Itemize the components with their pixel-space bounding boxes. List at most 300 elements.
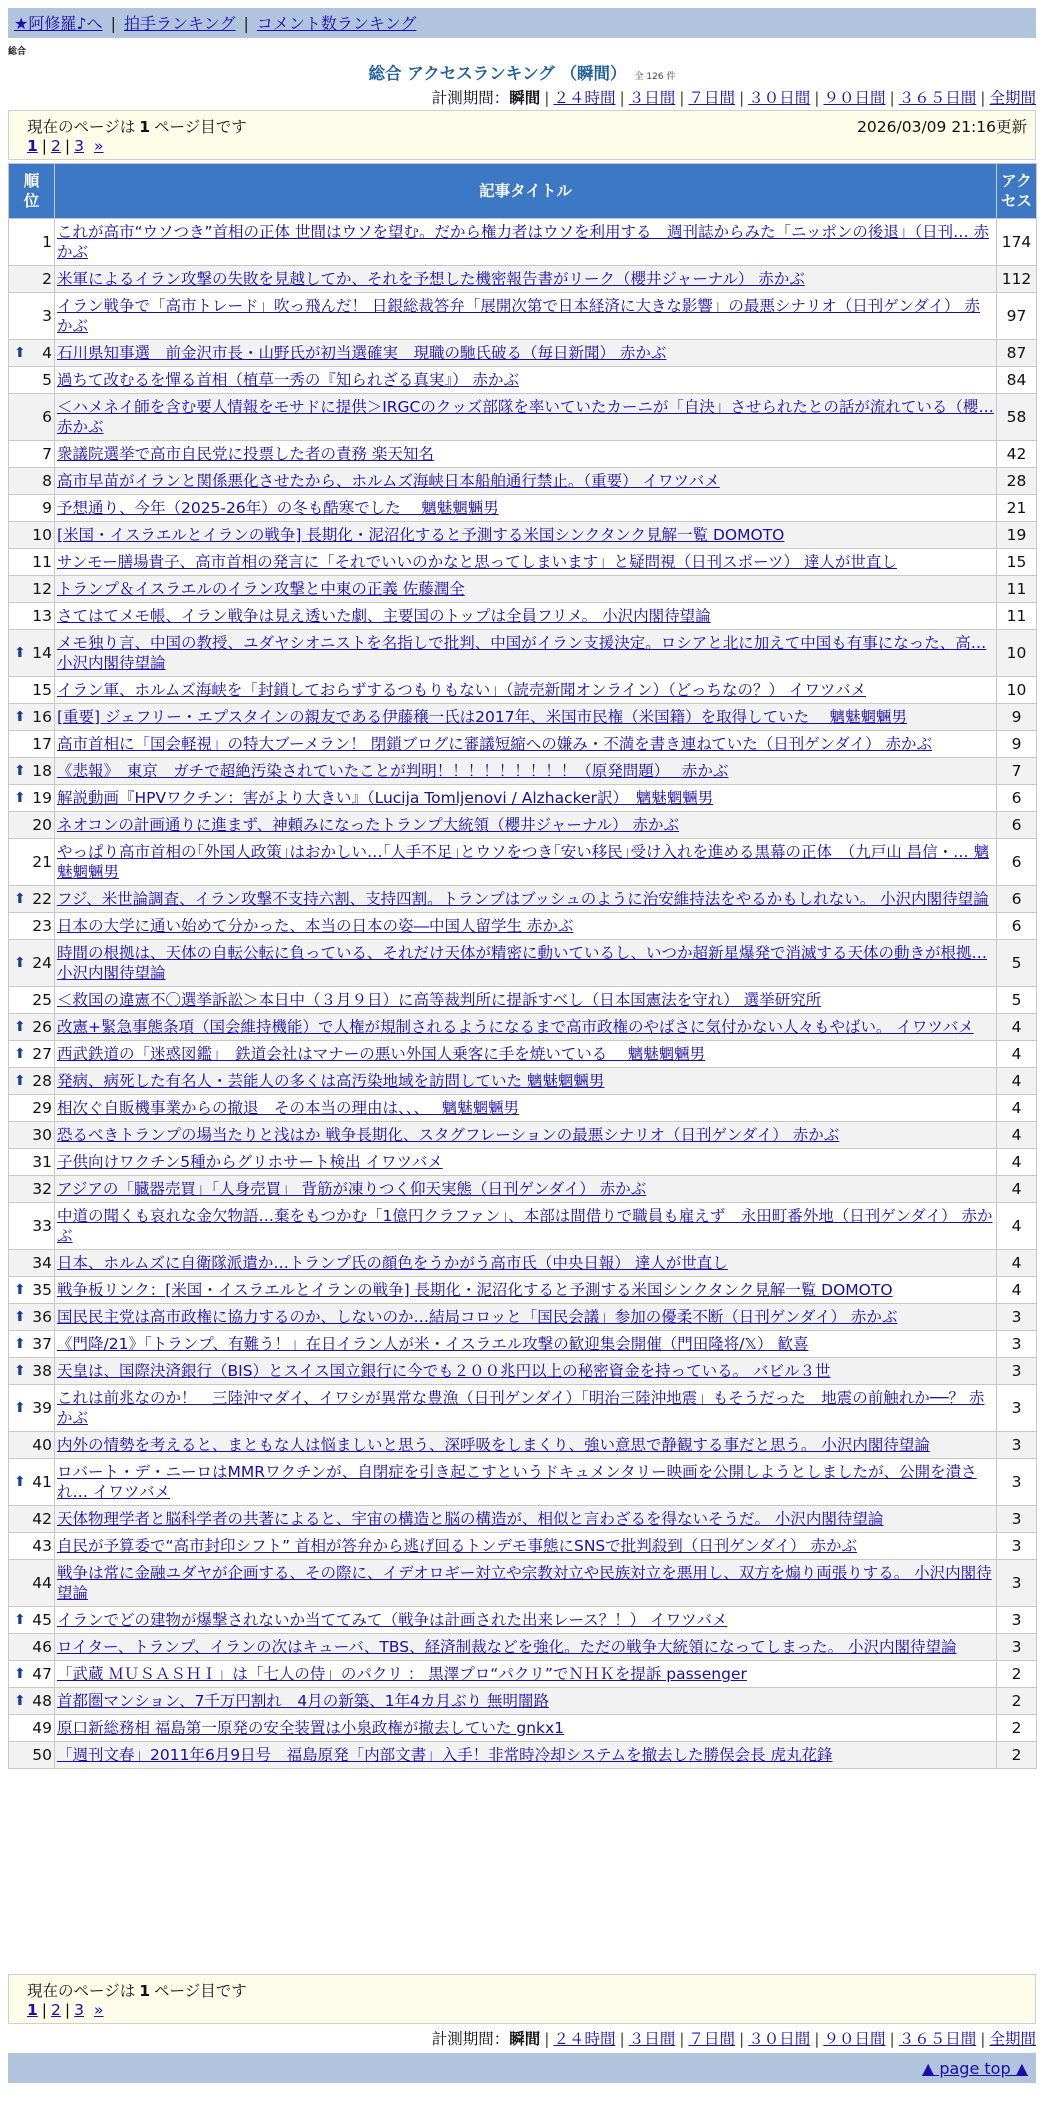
table-row xyxy=(9,340,1037,367)
page-links xyxy=(27,137,104,155)
period-link[interactable]: ７日間 xyxy=(688,89,735,107)
article-title-link[interactable]: メモ独り言、中国の教授、ユダヤシオニストを名指しで批判、中国がイラン支援決定。ロシアと北に加えて中国も有事になった、高… 小沢内閣待望論 xyxy=(57,634,987,672)
article-title-link[interactable]: [米国・イスラエルとイランの戦争] 長期化・泥沼化すると予測する米国シンクタンク見解一覧 DOMOTO xyxy=(57,526,785,544)
title-cell xyxy=(55,1176,997,1203)
title-cell xyxy=(55,1122,997,1149)
table-row xyxy=(9,1358,1037,1385)
page-top-link[interactable]: ▲ page top ▲ xyxy=(921,2059,1028,2078)
period-separator: | xyxy=(619,2030,625,2048)
rank-number: 21 xyxy=(32,853,52,871)
access-count: 6 xyxy=(997,886,1037,913)
article-title-link[interactable]: 時間の根拠は、天体の自転公転に負っている、それだけ天体が精密に動いているし、いつか超新星爆発で消滅する天体の動きが根拠… 小沢内閣待望論 xyxy=(57,944,988,982)
page-link-1[interactable]: 1 xyxy=(27,137,38,155)
article-title-link[interactable]: 発病、病死した有名人・芸能人の多くは高汚染地域を訪問していた 魑魅魍魎男 xyxy=(57,1072,605,1090)
article-title-link[interactable]: 首都圏マンション、7千万円割れ 4月の新築、1年4カ月ぶり 無明闇路 xyxy=(57,1692,549,1710)
table-row xyxy=(9,367,1037,394)
access-count: 5 xyxy=(997,987,1037,1014)
arrow-up-icon: ⬆ xyxy=(14,891,26,907)
title-cell xyxy=(55,758,997,785)
comment-ranking-link[interactable]: コメント数ランキング xyxy=(256,14,417,33)
period-link[interactable]: ７日間 xyxy=(688,2030,735,2048)
rank-cell xyxy=(9,886,55,913)
title-cell xyxy=(55,886,997,913)
updated-timestamp: 2026/03/09 21:16更新 xyxy=(857,118,1027,136)
access-count: 42 xyxy=(997,441,1037,468)
article-title-link[interactable]: 中道の聞くも哀れな金欠物語…棄をもつかむ「1億円クラファン」、本部は間借りで職員も雇えず 永田町番外地（日刊ゲンダイ） 赤かぶ xyxy=(57,1207,993,1245)
title-cell xyxy=(55,630,997,677)
period-link[interactable]: ３日間 xyxy=(628,2030,676,2048)
page-link-3[interactable]: 3 xyxy=(74,137,85,155)
rank-number: 5 xyxy=(42,371,52,389)
rank-number: 3 xyxy=(42,307,52,325)
access-count: 4 xyxy=(997,1122,1037,1149)
access-count: 9 xyxy=(997,731,1037,758)
rank-cell xyxy=(9,603,55,630)
table-row xyxy=(9,839,1037,886)
table-row xyxy=(9,1634,1037,1661)
title-cell xyxy=(55,731,997,758)
article-title-link[interactable]: 子供向けワクチン5種からグリホサート検出 イワツバメ xyxy=(57,1153,443,1171)
rank-cell xyxy=(9,1149,55,1176)
article-title-link[interactable]: 米軍によるイラン攻撃の失敗を見越してか、それを予想した機密報告書がリーク（櫻井ジャーナル） 赤かぶ xyxy=(57,270,805,288)
period-label: 計測期間： xyxy=(431,89,510,107)
article-title-link[interactable]: 原口新総務相 福島第一原発の安全装置は小泉政権が撤去していた gnkx1 xyxy=(57,1719,565,1737)
rank-number: 10 xyxy=(32,526,52,544)
title-cell xyxy=(55,1607,997,1634)
rank-number: 47 xyxy=(32,1665,52,1683)
rank-cell xyxy=(9,677,55,704)
rank-number: 15 xyxy=(32,681,52,699)
rank-cell xyxy=(9,219,55,266)
table-row xyxy=(9,1688,1037,1715)
rank-number: 36 xyxy=(32,1308,52,1326)
access-count: 4 xyxy=(997,1203,1037,1250)
title-cell xyxy=(55,1277,997,1304)
article-title-link[interactable]: 石川県知事選 前金沢市長・山野氏が初当選確実 現職の馳氏破る（毎日新聞） 赤かぶ xyxy=(57,344,667,362)
access-count: 3 xyxy=(997,1432,1037,1459)
title-cell xyxy=(55,1014,997,1041)
article-title-link[interactable]: 恐るべきトランプの場当たりと浅はか 戦争長期化、スタグフレーションの最悪シナリオ（日刊ゲンダイ） 赤かぶ xyxy=(57,1126,840,1144)
period-separator: | xyxy=(739,89,745,107)
rank-number: 38 xyxy=(32,1362,52,1380)
title-cell xyxy=(55,1634,997,1661)
table-row xyxy=(9,468,1037,495)
table-row xyxy=(9,987,1037,1014)
table-row xyxy=(9,1176,1037,1203)
rank-number: 25 xyxy=(32,991,52,1009)
table-row xyxy=(9,1607,1037,1634)
rank-cell xyxy=(9,1506,55,1533)
arrow-up-icon: ⬆ xyxy=(14,1282,26,1298)
article-title-link[interactable]: 天皇は、国際決済銀行（BIS）とスイス国立銀行に今でも２００兆円以上の秘密資金を持っている。 バビル３世 xyxy=(57,1362,831,1380)
rank-number: 27 xyxy=(32,1045,52,1063)
period-selector-bottom xyxy=(432,2027,1036,2049)
table-row xyxy=(9,394,1037,441)
title-cell xyxy=(55,1149,997,1176)
rank-cell xyxy=(9,394,55,441)
rank-cell xyxy=(9,522,55,549)
period-separator: | xyxy=(544,89,550,107)
title-cell xyxy=(55,785,997,812)
arrow-up-icon: ⬆ xyxy=(14,1666,26,1682)
page-indicator-prefix: 現在のページは xyxy=(27,118,136,136)
access-count: 11 xyxy=(997,576,1037,603)
applause-ranking-link[interactable]: 拍手ランキング xyxy=(123,14,236,33)
article-title-link[interactable]: これは前兆なのか！ 三陸沖マダイ、イワシが異常な豊漁（日刊ゲンダイ）「明治三陸沖地震」もそうだった 地震の前触れか──？ 赤かぶ xyxy=(57,1389,985,1427)
article-title-link[interactable]: 「武蔵 ＭＵＳＡＳＨＩ」は「七人の侍」のパクリ ： 黒澤プロ“パクリ”でＮＨＫを提訴 passenger xyxy=(57,1665,747,1683)
table-row xyxy=(9,1742,1037,1769)
access-count: 3 xyxy=(997,1358,1037,1385)
article-title-link[interactable]: ＜救国の違憲不〇選挙訴訟＞本日中（３月９日）に高等裁判所に提訴すべし（日本国憲法を守れ） 選挙研究所 xyxy=(57,991,822,1009)
table-row xyxy=(9,1560,1037,1607)
rank-number: 50 xyxy=(32,1746,52,1764)
access-count: 11 xyxy=(997,603,1037,630)
article-title-link[interactable]: 高市首相に「国会軽視」の特大ブーメラン！ 閉鎖ブログに審議短縮への嫌み・不満を書き連ねていた（日刊ゲンダイ） 赤かぶ xyxy=(57,735,932,753)
article-title-link[interactable]: 相次ぐ自販機事業からの撤退 その本当の理由は、、、 魑魅魍魎男 xyxy=(57,1099,520,1117)
article-title-link[interactable]: 戦争は常に金融ユダヤが企画する、その際に、イデオロギー対立や宗教対立や民族対立を悪用し、双方を煽り両張りする。 小沢内閣待望論 xyxy=(57,1564,992,1602)
arrow-up-icon: ⬆ xyxy=(14,1474,26,1490)
rank-cell xyxy=(9,1203,55,1250)
title-cell xyxy=(55,1203,997,1250)
rank-cell xyxy=(9,731,55,758)
table-row xyxy=(9,1331,1037,1358)
table-header-row xyxy=(9,164,1037,219)
article-title-link[interactable]: ＜ハメネイ師を含む要人情報をモサドに提供＞IRGCのクッズ部隊を率いていたカーニが「自決」させられたとの話が流れている（櫻… 赤かぶ xyxy=(57,398,994,436)
table-row xyxy=(9,1661,1037,1688)
table-row xyxy=(9,1041,1037,1068)
rank-cell xyxy=(9,1459,55,1506)
title-cell xyxy=(55,603,997,630)
title-cell xyxy=(55,219,997,266)
article-title-link[interactable]: 日本の大学に通い始めて分かった、本当の日本の姿―中国人留学生 赤かぶ xyxy=(57,917,574,935)
period-current: 瞬間 xyxy=(509,89,541,107)
period-link[interactable]: 全期間 xyxy=(989,2030,1036,2048)
rank-number: 16 xyxy=(32,708,52,726)
rank-number: 45 xyxy=(32,1611,52,1629)
rank-number: 41 xyxy=(32,1473,52,1491)
arrow-up-icon: ⬆ xyxy=(14,1336,26,1352)
arrow-up-icon: ⬆ xyxy=(14,790,26,806)
home-link[interactable]: ★阿修羅♪へ xyxy=(14,14,103,33)
table-row xyxy=(9,731,1037,758)
access-count: 6 xyxy=(997,913,1037,940)
nav-separator: | xyxy=(110,14,116,33)
rank-number: 20 xyxy=(32,816,52,834)
title-cell xyxy=(55,1459,997,1506)
article-title-link[interactable]: 戦争板リンク：[米国・イスラエルとイランの戦争] 長期化・泥沼化すると予測する米国シンクタンク見解一覧 DOMOTO xyxy=(57,1281,893,1299)
access-count: 3 xyxy=(997,1506,1037,1533)
pager-bottom xyxy=(8,1974,1036,2024)
title-cell xyxy=(55,1331,997,1358)
rank-cell xyxy=(9,1095,55,1122)
title-cell xyxy=(55,677,997,704)
rank-cell xyxy=(9,1533,55,1560)
access-count: 87 xyxy=(997,340,1037,367)
rank-cell xyxy=(9,812,55,839)
access-count: 4 xyxy=(997,1095,1037,1122)
page-link-2[interactable]: 2 xyxy=(51,137,61,155)
article-title-link[interactable]: これが高市“ウソつき”首相の正体 世間はウソを望む。だから権力者はウソを利用する 週刊誌からみた「ニッポンの後退」（日刊… 赤かぶ xyxy=(57,223,990,261)
article-title-link[interactable]: サンモー膳場貴子、高市首相の発言に「それでいいのかなと思ってしまいます」と疑問視（日刊スポーツ） 達人が世直し xyxy=(57,553,897,571)
article-title-link[interactable]: フジ、米世論調査、イラン攻撃不支持六割、支持四割。トランプはブッシュのように治安維持法をやるかもしれない。 小沢内閣待望論 xyxy=(57,890,989,908)
table-row xyxy=(9,549,1037,576)
table-row xyxy=(9,1715,1037,1742)
period-link[interactable]: 全期間 xyxy=(989,89,1036,107)
rank-number: 11 xyxy=(32,553,52,571)
period-separator: | xyxy=(980,89,986,107)
next-page-link[interactable]: » xyxy=(94,2001,104,2019)
page-links xyxy=(27,2001,104,2019)
title-cell xyxy=(55,495,997,522)
period-label: 計測期間： xyxy=(431,2030,510,2048)
title-cell xyxy=(55,340,997,367)
rank-cell xyxy=(9,468,55,495)
arrow-up-icon: ⬆ xyxy=(14,1400,26,1416)
arrow-up-icon: ⬆ xyxy=(14,709,26,725)
article-title-link[interactable]: 衆議院選挙で高市自民党に投票した者の責務 楽天知名 xyxy=(57,445,434,463)
access-count: 3 xyxy=(997,1304,1037,1331)
rank-cell xyxy=(9,340,55,367)
title-cell xyxy=(55,394,997,441)
article-title-link[interactable]: 自民が予算委で“高市封印シフト” 首相が答弁から逃げ回るトンデモ事態にSNSで批判殺到（日刊ゲンダイ） 赤かぶ xyxy=(57,1537,857,1555)
arrow-up-icon: ⬆ xyxy=(14,763,26,779)
table-row xyxy=(9,1385,1037,1432)
article-title-link[interactable]: イラン軍、ホルムズ海峡を「封鎖しておらずするつもりもない」（読売新聞オンライン）（どっちなの？） イワツバメ xyxy=(57,681,867,699)
table-row xyxy=(9,1304,1037,1331)
period-link[interactable]: ３０日間 xyxy=(748,89,811,107)
total-count: 全 126 件 xyxy=(634,72,676,82)
rank-cell xyxy=(9,1122,55,1149)
article-title-link[interactable]: 予想通り、今年（2025-26年）の冬も酷寒でした 魑魅魍魎男 xyxy=(57,499,499,517)
page-indicator-number: 1 xyxy=(139,1982,150,2000)
access-count: 4 xyxy=(997,1068,1037,1095)
access-header-text: アクセス xyxy=(1000,172,1032,210)
table-row xyxy=(9,1459,1037,1506)
table-row xyxy=(9,913,1037,940)
title-cell xyxy=(55,704,997,731)
rank-number: 24 xyxy=(32,954,52,972)
table-row xyxy=(9,704,1037,731)
article-title-link[interactable]: トランプ＆イスラエルのイラン攻撃と中東の正義 佐藤潤全 xyxy=(57,580,465,598)
access-count: 3 xyxy=(997,1459,1037,1506)
article-title-link[interactable]: 国民民主党は高市政権に協力するのか、しないのか…結局コロッと「国民会議」参加の優柔不断（日刊ゲンダイ） 赤かぶ xyxy=(57,1308,898,1326)
title-cell xyxy=(55,913,997,940)
rank-cell xyxy=(9,1385,55,1432)
arrow-up-icon: ⬆ xyxy=(14,1046,26,1062)
title-cell xyxy=(55,266,997,293)
article-title-link[interactable]: 西武鉄道の「迷惑図鑑」 鉄道会社はマナーの悪い外国人乗客に手を焼いている 魑魅魍魎男 xyxy=(57,1045,706,1063)
article-title-link[interactable]: 高市早苗がイランと関係悪化させたから、ホルムズ海峡日本船舶通行禁止。（重要） イワツバメ xyxy=(57,472,720,490)
article-title-link[interactable]: 《悲報》 東京 ガチで超絶汚染されていたことが判明！！！！！！！！！（原発問題） 赤かぶ xyxy=(57,762,729,780)
rank-number: 7 xyxy=(42,445,52,463)
page-indicator xyxy=(27,1979,247,2001)
arrow-up-icon: ⬆ xyxy=(14,645,26,661)
title-cell xyxy=(55,1250,997,1277)
access-count: 3 xyxy=(997,1533,1037,1560)
rank-cell xyxy=(9,987,55,1014)
table-row xyxy=(9,1203,1037,1250)
rank-number: 34 xyxy=(32,1254,52,1272)
page-link-2[interactable]: 2 xyxy=(51,2001,61,2019)
rank-cell xyxy=(9,704,55,731)
article-title-link[interactable]: 解説動画『HPVワクチン：害がより大きい』（Lucija Tomljenovi / Alzhacker訳） 魑魅魍魎男 xyxy=(57,789,714,807)
rank-number: 31 xyxy=(32,1153,52,1171)
access-count: 7 xyxy=(997,758,1037,785)
access-count: 15 xyxy=(997,549,1037,576)
period-separator: | xyxy=(889,89,895,107)
access-count: 2 xyxy=(997,1661,1037,1688)
period-link[interactable]: ３６５日間 xyxy=(898,2030,977,2048)
table-row xyxy=(9,1068,1037,1095)
article-title-link[interactable]: 内外の情勢を考えると、まともな人は悩ましいと思う、深呼吸をしまくり、強い意思で静観する事だと思う。 小沢内閣待望論 xyxy=(57,1436,930,1454)
rank-cell xyxy=(9,1358,55,1385)
bottom-bar xyxy=(8,2053,1036,2083)
rank-number: 48 xyxy=(32,1692,52,1710)
article-title-link[interactable]: イラン戦争で「高市トレード」吹っ飛んだ！ 日銀総裁答弁「展開次第で日本経済に大きな影響」の最悪シナリオ（日刊ゲンダイ） 赤かぶ xyxy=(57,297,980,335)
rank-number: 44 xyxy=(32,1574,52,1592)
rank-cell xyxy=(9,1634,55,1661)
arrow-up-icon: ⬆ xyxy=(14,1073,26,1089)
rank-cell xyxy=(9,1742,55,1769)
table-row xyxy=(9,1277,1037,1304)
title-cell xyxy=(55,1358,997,1385)
article-title-link[interactable]: 「週刊文春」2011年6月9日号 福島原発「内部文書」入手！非常時冷却システムを撤去した勝俣会長 虎丸花鋒 xyxy=(57,1746,833,1764)
title-cell xyxy=(55,1688,997,1715)
period-link[interactable]: ２４時間 xyxy=(553,2030,616,2048)
rank-number: 1 xyxy=(42,233,52,251)
rank-cell xyxy=(9,1688,55,1715)
article-title-link[interactable]: 過ちて改むるを憚る首相（植草一秀の『知られざる真実』） 赤かぶ xyxy=(57,371,520,389)
rank-number: 40 xyxy=(32,1436,52,1454)
period-link[interactable]: ３０日間 xyxy=(748,2030,811,2048)
period-separator: | xyxy=(544,2030,550,2048)
article-title-link[interactable]: 《門降/21》「トランプ、有難う！」在日イラン人が米・イスラエル攻撃の歓迎集会開催（門田隆将/𝕏） 歓喜 xyxy=(57,1335,809,1353)
page-link-1[interactable]: 1 xyxy=(27,2001,38,2019)
period-separator: | xyxy=(679,2030,685,2048)
title-cell xyxy=(55,1661,997,1688)
rank-number: 22 xyxy=(32,890,52,908)
rank-number: 8 xyxy=(42,472,52,490)
period-separator: | xyxy=(739,2030,745,2048)
access-count: 4 xyxy=(997,1277,1037,1304)
rank-cell xyxy=(9,441,55,468)
access-count: 4 xyxy=(997,1014,1037,1041)
title-cell xyxy=(55,367,997,394)
rank-cell xyxy=(9,758,55,785)
access-count: 4 xyxy=(997,1149,1037,1176)
rank-cell xyxy=(9,1277,55,1304)
article-title-link[interactable]: 日本、ホルムズに自衛隊派遣か…トランプ氏の顔色をうかがう高市氏（中央日報） 達人が世直し xyxy=(57,1254,728,1272)
access-count: 28 xyxy=(997,468,1037,495)
access-count: 2 xyxy=(997,1715,1037,1742)
table-row xyxy=(9,1432,1037,1459)
period-separator: | xyxy=(814,89,820,107)
table-row xyxy=(9,630,1037,677)
arrow-up-icon: ⬆ xyxy=(14,1693,26,1709)
page-indicator-number: 1 xyxy=(139,118,150,136)
title-cell xyxy=(55,1715,997,1742)
access-count: 2 xyxy=(997,1688,1037,1715)
article-title-link[interactable]: やっぱり高市首相の｢外国人政策｣はおかしい…｢人手不足｣とウソをつき｢安い移民｣受け入れを進める黒幕の正体 （九戸山 昌信・… 魑魅魍魎男 xyxy=(57,843,990,881)
rank-number: 35 xyxy=(32,1281,52,1299)
rank-number: 4 xyxy=(42,344,52,362)
period-link[interactable]: ３６５日間 xyxy=(898,89,977,107)
top-nav-bar xyxy=(8,8,1036,38)
rank-number: 29 xyxy=(32,1099,52,1117)
article-title-link[interactable]: さてはてメモ帳、イラン戦争は見え透いた劇、主要国のトップは全員フリメ。 小沢内閣待望論 xyxy=(57,607,711,625)
access-count: 3 xyxy=(997,1607,1037,1634)
rank-cell xyxy=(9,1250,55,1277)
ranking-title: 総合 アクセスランキング （瞬間） xyxy=(368,64,627,83)
title-cell xyxy=(55,1506,997,1533)
page-indicator-suffix: ページ目です xyxy=(154,118,247,136)
page-indicator xyxy=(27,115,247,137)
period-selector-top xyxy=(432,86,1036,108)
article-title-link[interactable]: アジアの「臓器売買」「人身売買」 背筋が凍りつく仰天実態（日刊ゲンダイ） 赤かぶ xyxy=(57,1180,647,1198)
access-count: 21 xyxy=(997,495,1037,522)
title-cell xyxy=(55,987,997,1014)
title-cell xyxy=(55,576,997,603)
next-page-link[interactable]: » xyxy=(94,137,104,155)
article-title-link[interactable]: イランでどの建物が爆撃されないか当ててみて（戦争は計画された出来レース？！） イワツバメ xyxy=(57,1611,728,1629)
nav-separator: | xyxy=(243,14,249,33)
access-count: 6 xyxy=(997,785,1037,812)
period-link[interactable]: ３日間 xyxy=(628,89,676,107)
article-title-link[interactable]: 改憲+緊急事態条項（国会維持機能）で人権が規制されるようになるまで高市政権のやばさに気付かない人々もやばい。 イワツバメ xyxy=(57,1018,974,1036)
title-cell xyxy=(55,1385,997,1432)
page-indicator-prefix: 現在のページは xyxy=(27,1982,136,2000)
rank-number: 9 xyxy=(42,499,52,517)
rank-number: 42 xyxy=(32,1510,52,1528)
article-title-link[interactable]: [重要] ジェフリー・エプスタインの親友である伊藤穣一氏は2017年、米国市民権（米国籍）を取得していた 魑魅魍魎男 xyxy=(57,708,908,726)
table-row xyxy=(9,886,1037,913)
access-count: 97 xyxy=(997,293,1037,340)
access-count: 3 xyxy=(997,1634,1037,1661)
article-title-link[interactable]: ネオコンの計画通りに進まず、神頼みになったトランプ大統領（櫻井ジャーナル） 赤かぶ xyxy=(57,816,679,834)
rank-number: 46 xyxy=(32,1638,52,1656)
rank-number: 49 xyxy=(32,1719,52,1737)
period-link[interactable]: ９０日間 xyxy=(823,2030,886,2048)
table-row xyxy=(9,758,1037,785)
table-row xyxy=(9,677,1037,704)
rank-number: 18 xyxy=(32,762,52,780)
period-current: 瞬間 xyxy=(509,2030,541,2048)
rank-cell xyxy=(9,576,55,603)
table-row xyxy=(9,1506,1037,1533)
access-count: 6 xyxy=(997,839,1037,886)
period-separator: | xyxy=(619,89,625,107)
period-link[interactable]: ２４時間 xyxy=(553,89,616,107)
access-count: 10 xyxy=(997,677,1037,704)
page-link-3[interactable]: 3 xyxy=(74,2001,85,2019)
rank-number: 28 xyxy=(32,1072,52,1090)
period-link[interactable]: ９０日間 xyxy=(823,89,886,107)
arrow-up-icon: ⬆ xyxy=(14,1612,26,1628)
table-row xyxy=(9,940,1037,987)
rank-number: 2 xyxy=(42,270,52,288)
rank-number: 26 xyxy=(32,1018,52,1036)
arrow-up-icon: ⬆ xyxy=(14,1309,26,1325)
access-column-header xyxy=(997,164,1037,219)
rank-number: 43 xyxy=(32,1537,52,1555)
arrow-up-icon: ⬆ xyxy=(14,1019,26,1035)
title-cell xyxy=(55,522,997,549)
article-title-link[interactable]: ロバート・デ・ニーロはMMRワクチンが、自閉症を引き起こすというドキュメンタリー映画を公開しようとしましたが、公開を潰され… イワツバメ xyxy=(57,1463,977,1501)
article-title-link[interactable]: ロイター、トランプ、イランの次はキューバ、TBS、経済制裁などを強化。ただの戦争大統領になってしまった。 小沢内閣待望論 xyxy=(57,1638,957,1656)
article-title-link[interactable]: 天体物理学者と脳科学者の共著によると、宇宙の構造と脳の構造が、相似と言わざるを得ないそうだ。 小沢内閣待望論 xyxy=(57,1510,884,1528)
title-cell xyxy=(55,1432,997,1459)
rank-number: 23 xyxy=(32,917,52,935)
